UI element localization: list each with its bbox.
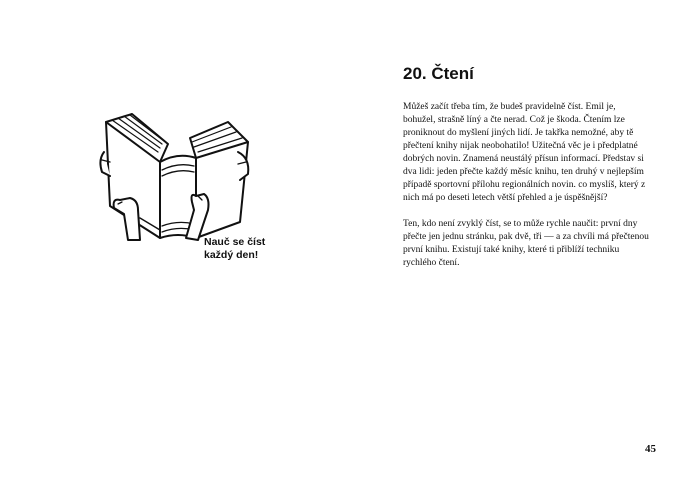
paragraph: Můžeš začít třeba tím, že budeš pravidelně číst. Emil je, bohužel, strašně líný a čte nerad. Což je škoda. Čtením lze proniknout do myšlení jiných lidí. Je takřka nemožné, aby tě přečtení knihy nijak neobohatilo! Užitečná věc je i předplatné dobrých novin. Znamená neustálý přísun informací. Představ si dva lidi: jeden přečte každý měsíc knihu, ten druhý v nejlepším případě sportovní přílohu regionálních novin. co myslíš, který z nich má po deseti letech větší přehled a je úspěšnější?: [403, 102, 646, 203]
caption-line: každý den!: [204, 249, 259, 261]
page-number: 45: [645, 443, 656, 455]
reading-book-icon: [98, 100, 258, 250]
caption-line: Nauč se číst: [204, 236, 266, 248]
paragraph: Ten, kdo není zvyklý číst, se to může rychle naučit: první dny přečte jen jednu stránku, pak dvě, tři — a za chvíli má přečtenou první knihu. Existují také knihy, které ti přiblíží techniku rychlého čtení.: [403, 219, 649, 268]
chapter-title: 20. Čtení: [403, 64, 474, 83]
illustration-caption: [204, 236, 284, 262]
chapter-body: [403, 101, 649, 283]
